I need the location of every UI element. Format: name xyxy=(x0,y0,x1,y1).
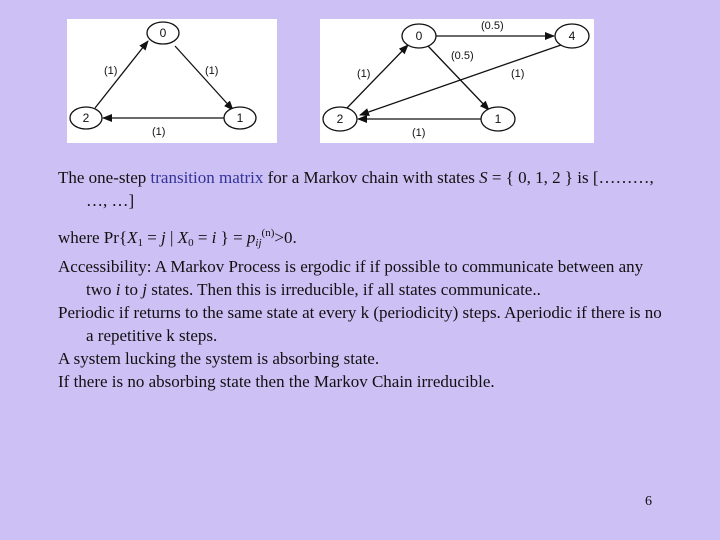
paragraph-probability-definition: where $Pr\{X_1 = j$ | $X_0 = i$ } = $p_{ij}^{(n)}>0$. xyxy=(58,227,297,249)
markov-diagram-3-states xyxy=(67,19,277,143)
paragraph-periodic: Periodic if returns to the same state at every k (periodicity) steps. Aperiodic if there is no a repetitive k steps. xyxy=(58,303,662,345)
node-label-1: 1 xyxy=(494,112,502,126)
edge-label-1-2: (1) xyxy=(412,127,426,139)
paragraph-accessibility: Accessibility: A Markov Process is ergodic if if possible to communicate between any two i to j states. Then this is irreducible, if all states communicate.. xyxy=(58,257,644,299)
edge-label-0-1: (0.5) xyxy=(451,50,474,62)
node-label-0: 0 xyxy=(159,26,167,40)
page-number: 6 xyxy=(645,494,652,509)
paragraph-absorbing: A system lucking the system is absorbing state. xyxy=(58,349,380,368)
edge-0-to-1 xyxy=(175,46,233,110)
paragraph-transition-matrix: The one-step transition matrix for a Markov chain with states S = { 0, 1, 2 } is [………, …, …] xyxy=(58,168,654,210)
transition-matrix-link[interactable]: transition matrix xyxy=(150,168,264,187)
edge-label-2-0: (1) xyxy=(104,65,118,77)
node-label-4: 4 xyxy=(568,29,576,43)
edge-label-2-0: (1) xyxy=(357,68,371,80)
paragraph-irreducible: If there is no absorbing state then the Markov Chain irreducible. xyxy=(58,372,495,391)
edge-label-0-4: (0.5) xyxy=(481,20,504,32)
slide-body-text xyxy=(58,166,668,393)
edge-label-4-2: (1) xyxy=(511,68,525,80)
node-label-0: 0 xyxy=(415,29,423,43)
node-label-2: 2 xyxy=(82,111,90,125)
edge-2-to-0 xyxy=(95,41,148,108)
edge-label-0-1: (1) xyxy=(205,65,219,77)
node-label-2: 2 xyxy=(336,112,344,126)
edge-label-1-2: (1) xyxy=(152,126,166,138)
node-label-1: 1 xyxy=(236,111,244,125)
markov-diagram-4-states xyxy=(320,19,594,143)
